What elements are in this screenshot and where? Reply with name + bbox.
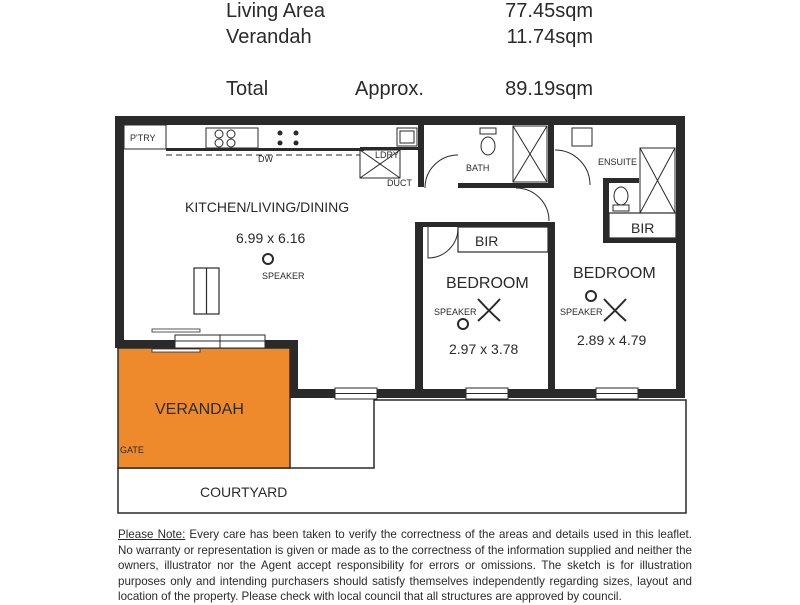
total-area-label: Total [226,78,269,100]
speaker-icon [586,291,596,301]
ceiling-fan-icon [478,299,500,321]
dishwasher-label: DW [258,154,273,164]
disclaimer-note [118,527,692,605]
bir-label-1: BIR [475,233,499,249]
duct-label: DUCT [387,178,412,188]
total-approx-label: Approx. [355,78,424,100]
bir-box-1 [458,227,548,252]
speaker-icon [263,254,273,264]
verandah-area-label: Verandah [226,26,312,48]
cooktop-icon [278,131,299,146]
gate-label: GATE [120,445,144,455]
verandah-area-value: 11.74sqm [506,26,593,48]
bedroom-doors [428,227,458,258]
speaker-label: SPEAKER [434,307,477,317]
courtyard-label: COURTYARD [200,484,288,500]
kitchen-dimensions: 6.99 x 6.16 [236,230,306,246]
ensuite-fixtures [555,128,675,213]
speaker-label: SPEAKER [262,271,305,281]
kitchen-living-dining-label: KITCHEN/LIVING/DINING [185,199,350,215]
bedroom-2-label: BEDROOM [573,265,656,282]
bath-label: BATH [466,163,490,173]
verandah-label: VERANDAH [155,401,244,418]
bedroom-1-label: BEDROOM [446,275,529,292]
speaker-label: SPEAKER [560,307,603,317]
living-area-value: 77.45sqm [505,0,593,22]
bedroom-2-dimensions: 2.89 x 4.79 [577,332,647,348]
speaker-icon [458,319,468,329]
ceiling-fan-icon [604,299,626,321]
bedroom-1-dimensions: 2.97 x 3.78 [449,341,519,357]
laundry-label: LDRY [375,150,399,160]
disclaimer-text: Every care has been taken to verify the correctness of the areas and details used in this leaflet. No warranty or representation is given or made as to the correctness of the information supplied and neither the owners, illustrator nor the Agent accept responsibility for errors or omissions. The sketch is for illustration purposes only and intending purchasers should satisfy themselves independently regarding sizes, layout and location of the property. Please check with local council that all structures are approved by council. [118,528,692,604]
total-area-value: 89.19sqm [505,78,593,100]
ensuite-label: ENSUITE [598,157,638,167]
disclaimer-label: Please Note: [118,528,186,541]
bir-label-2: BIR [631,220,655,236]
pantry-label: P'TRY [130,133,156,143]
living-area-label: Living Area [226,0,325,22]
bath-fixtures [425,126,549,221]
table-icon [194,268,219,314]
